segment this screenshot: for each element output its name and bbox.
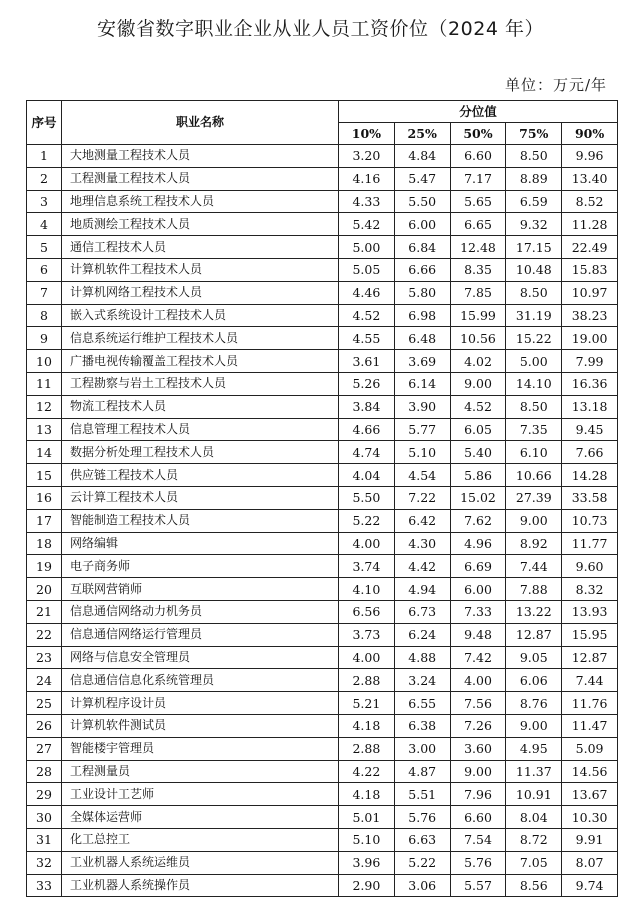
value-p10: 4.33 — [339, 190, 395, 213]
value-p25: 6.66 — [394, 258, 450, 281]
row-index: 23 — [27, 646, 62, 669]
occupation-name: 信息通信网络运行管理员 — [62, 623, 339, 646]
value-p75: 8.89 — [506, 167, 562, 190]
header-p50: 50% — [450, 123, 506, 145]
row-index: 26 — [27, 714, 62, 737]
occupation-name: 地质测绘工程技术人员 — [62, 213, 339, 236]
row-index: 6 — [27, 258, 62, 281]
value-p90: 13.18 — [562, 395, 618, 418]
table-row — [27, 418, 618, 441]
row-index: 28 — [27, 760, 62, 783]
value-p10: 2.88 — [339, 737, 395, 760]
table-row — [27, 760, 618, 783]
value-p90: 7.66 — [562, 441, 618, 464]
occupation-name: 计算机软件工程技术人员 — [62, 258, 339, 281]
value-p50: 12.48 — [450, 236, 506, 259]
value-p75: 10.91 — [506, 783, 562, 806]
table-row — [27, 623, 618, 646]
value-p90: 33.58 — [562, 486, 618, 509]
occupation-name: 计算机软件测试员 — [62, 714, 339, 737]
value-p50: 7.54 — [450, 828, 506, 851]
value-p50: 9.00 — [450, 372, 506, 395]
table-row — [27, 486, 618, 509]
occupation-name: 工程测量工程技术人员 — [62, 167, 339, 190]
value-p25: 5.80 — [394, 281, 450, 304]
value-p50: 7.17 — [450, 167, 506, 190]
table-row — [27, 669, 618, 692]
row-index: 20 — [27, 578, 62, 601]
row-index: 18 — [27, 532, 62, 555]
value-p75: 27.39 — [506, 486, 562, 509]
value-p10: 4.04 — [339, 464, 395, 487]
value-p10: 4.00 — [339, 646, 395, 669]
table-row — [27, 350, 618, 373]
occupation-name: 网络与信息安全管理员 — [62, 646, 339, 669]
row-index: 2 — [27, 167, 62, 190]
value-p10: 3.96 — [339, 851, 395, 874]
value-p10: 2.90 — [339, 874, 395, 897]
value-p75: 15.22 — [506, 327, 562, 350]
value-p10: 3.61 — [339, 350, 395, 373]
value-p25: 5.51 — [394, 783, 450, 806]
value-p10: 5.05 — [339, 258, 395, 281]
value-p10: 2.88 — [339, 669, 395, 692]
value-p90: 14.56 — [562, 760, 618, 783]
value-p25: 3.24 — [394, 669, 450, 692]
table-row — [27, 555, 618, 578]
value-p10: 5.10 — [339, 828, 395, 851]
value-p90: 38.23 — [562, 304, 618, 327]
value-p10: 3.73 — [339, 623, 395, 646]
table-row — [27, 145, 618, 168]
value-p10: 3.74 — [339, 555, 395, 578]
value-p50: 7.26 — [450, 714, 506, 737]
value-p90: 12.87 — [562, 646, 618, 669]
value-p90: 8.52 — [562, 190, 618, 213]
row-index: 25 — [27, 692, 62, 715]
value-p50: 5.76 — [450, 851, 506, 874]
value-p25: 6.63 — [394, 828, 450, 851]
value-p10: 4.52 — [339, 304, 395, 327]
row-index: 11 — [27, 372, 62, 395]
table-row — [27, 737, 618, 760]
value-p90: 22.49 — [562, 236, 618, 259]
table-row — [27, 714, 618, 737]
value-p25: 6.98 — [394, 304, 450, 327]
value-p75: 10.66 — [506, 464, 562, 487]
value-p25: 5.50 — [394, 190, 450, 213]
value-p75: 6.59 — [506, 190, 562, 213]
row-index: 21 — [27, 600, 62, 623]
table-row — [27, 441, 618, 464]
value-p25: 6.14 — [394, 372, 450, 395]
header-p90: 90% — [562, 123, 618, 145]
table-row — [27, 532, 618, 555]
value-p90: 8.32 — [562, 578, 618, 601]
value-p90: 5.09 — [562, 737, 618, 760]
value-p50: 4.96 — [450, 532, 506, 555]
value-p50: 7.56 — [450, 692, 506, 715]
value-p10: 6.56 — [339, 600, 395, 623]
value-p75: 14.10 — [506, 372, 562, 395]
table-row — [27, 372, 618, 395]
value-p25: 6.55 — [394, 692, 450, 715]
value-p50: 6.05 — [450, 418, 506, 441]
value-p50: 7.62 — [450, 509, 506, 532]
table-row — [27, 851, 618, 874]
value-p25: 5.77 — [394, 418, 450, 441]
value-p25: 3.06 — [394, 874, 450, 897]
value-p10: 5.22 — [339, 509, 395, 532]
value-p90: 9.91 — [562, 828, 618, 851]
value-p50: 6.60 — [450, 806, 506, 829]
table-row — [27, 167, 618, 190]
occupation-name: 全媒体运营师 — [62, 806, 339, 829]
value-p75: 9.05 — [506, 646, 562, 669]
row-index: 17 — [27, 509, 62, 532]
value-p90: 13.67 — [562, 783, 618, 806]
value-p75: 7.35 — [506, 418, 562, 441]
occupation-name: 信息通信信息化系统管理员 — [62, 669, 339, 692]
header-percentile-group: 分位值 — [339, 101, 618, 123]
value-p90: 10.73 — [562, 509, 618, 532]
value-p75: 12.87 — [506, 623, 562, 646]
occupation-name: 智能制造工程技术人员 — [62, 509, 339, 532]
occupation-name: 信息通信网络动力机务员 — [62, 600, 339, 623]
header-index: 序号 — [27, 101, 62, 145]
value-p75: 4.95 — [506, 737, 562, 760]
value-p75: 6.06 — [506, 669, 562, 692]
value-p25: 6.24 — [394, 623, 450, 646]
value-p75: 8.56 — [506, 874, 562, 897]
value-p90: 9.45 — [562, 418, 618, 441]
occupation-name: 化工总控工 — [62, 828, 339, 851]
value-p50: 4.00 — [450, 669, 506, 692]
value-p50: 9.48 — [450, 623, 506, 646]
value-p10: 4.66 — [339, 418, 395, 441]
header-p75: 75% — [506, 123, 562, 145]
occupation-name: 网络编辑 — [62, 532, 339, 555]
table-row — [27, 600, 618, 623]
occupation-name: 工业机器人系统操作员 — [62, 874, 339, 897]
row-index: 13 — [27, 418, 62, 441]
value-p25: 4.54 — [394, 464, 450, 487]
table-row — [27, 327, 618, 350]
table-row — [27, 281, 618, 304]
value-p10: 4.18 — [339, 783, 395, 806]
row-index: 16 — [27, 486, 62, 509]
value-p50: 15.99 — [450, 304, 506, 327]
value-p25: 6.38 — [394, 714, 450, 737]
value-p50: 6.65 — [450, 213, 506, 236]
row-index: 4 — [27, 213, 62, 236]
occupation-name: 智能楼宇管理员 — [62, 737, 339, 760]
value-p25: 6.84 — [394, 236, 450, 259]
occupation-name: 计算机程序设计员 — [62, 692, 339, 715]
row-index: 14 — [27, 441, 62, 464]
value-p10: 3.20 — [339, 145, 395, 168]
value-p10: 3.84 — [339, 395, 395, 418]
value-p25: 4.84 — [394, 145, 450, 168]
unit-label: 单位：万元/年 — [504, 76, 607, 94]
value-p50: 5.57 — [450, 874, 506, 897]
value-p90: 11.28 — [562, 213, 618, 236]
row-index: 8 — [27, 304, 62, 327]
occupation-name: 云计算工程技术人员 — [62, 486, 339, 509]
value-p90: 11.76 — [562, 692, 618, 715]
value-p25: 5.10 — [394, 441, 450, 464]
value-p90: 7.99 — [562, 350, 618, 373]
value-p75: 7.88 — [506, 578, 562, 601]
row-index: 3 — [27, 190, 62, 213]
header-p25: 25% — [394, 123, 450, 145]
row-index: 9 — [27, 327, 62, 350]
row-index: 1 — [27, 145, 62, 168]
value-p75: 7.44 — [506, 555, 562, 578]
value-p75: 6.10 — [506, 441, 562, 464]
value-p90: 10.30 — [562, 806, 618, 829]
header-p10: 10% — [339, 123, 395, 145]
value-p90: 8.07 — [562, 851, 618, 874]
page-title: 安徽省数字职业企业从业人员工资价位（2024 年） — [97, 18, 544, 40]
table-body — [27, 145, 618, 897]
value-p75: 7.05 — [506, 851, 562, 874]
value-p10: 5.21 — [339, 692, 395, 715]
value-p75: 10.48 — [506, 258, 562, 281]
value-p50: 7.96 — [450, 783, 506, 806]
occupation-name: 信息系统运行维护工程技术人员 — [62, 327, 339, 350]
value-p50: 5.40 — [450, 441, 506, 464]
value-p50: 6.60 — [450, 145, 506, 168]
occupation-name: 工程测量员 — [62, 760, 339, 783]
value-p75: 8.72 — [506, 828, 562, 851]
value-p25: 4.87 — [394, 760, 450, 783]
value-p10: 5.50 — [339, 486, 395, 509]
value-p25: 4.88 — [394, 646, 450, 669]
value-p10: 4.22 — [339, 760, 395, 783]
value-p10: 5.42 — [339, 213, 395, 236]
occupation-name: 嵌入式系统设计工程技术人员 — [62, 304, 339, 327]
occupation-name: 地理信息系统工程技术人员 — [62, 190, 339, 213]
value-p75: 13.22 — [506, 600, 562, 623]
value-p75: 9.32 — [506, 213, 562, 236]
table-row — [27, 828, 618, 851]
header-name: 职业名称 — [62, 101, 339, 145]
row-index: 33 — [27, 874, 62, 897]
table-row — [27, 646, 618, 669]
table-row — [27, 395, 618, 418]
value-p25: 6.42 — [394, 509, 450, 532]
row-index: 15 — [27, 464, 62, 487]
value-p50: 7.85 — [450, 281, 506, 304]
value-p90: 9.74 — [562, 874, 618, 897]
value-p50: 15.02 — [450, 486, 506, 509]
row-index: 27 — [27, 737, 62, 760]
value-p90: 10.97 — [562, 281, 618, 304]
value-p50: 5.65 — [450, 190, 506, 213]
occupation-name: 工业机器人系统运维员 — [62, 851, 339, 874]
table-row — [27, 806, 618, 829]
value-p75: 9.00 — [506, 509, 562, 532]
value-p25: 5.22 — [394, 851, 450, 874]
occupation-name: 通信工程技术人员 — [62, 236, 339, 259]
value-p75: 5.00 — [506, 350, 562, 373]
value-p10: 5.00 — [339, 236, 395, 259]
occupation-name: 计算机网络工程技术人员 — [62, 281, 339, 304]
value-p25: 5.47 — [394, 167, 450, 190]
value-p75: 8.76 — [506, 692, 562, 715]
value-p25: 4.42 — [394, 555, 450, 578]
value-p75: 17.15 — [506, 236, 562, 259]
value-p25: 6.00 — [394, 213, 450, 236]
value-p90: 11.47 — [562, 714, 618, 737]
row-index: 29 — [27, 783, 62, 806]
value-p75: 8.50 — [506, 281, 562, 304]
value-p90: 15.83 — [562, 258, 618, 281]
row-index: 30 — [27, 806, 62, 829]
value-p50: 7.33 — [450, 600, 506, 623]
row-index: 32 — [27, 851, 62, 874]
value-p25: 6.73 — [394, 600, 450, 623]
value-p50: 3.60 — [450, 737, 506, 760]
table-row — [27, 304, 618, 327]
value-p75: 8.04 — [506, 806, 562, 829]
value-p25: 4.94 — [394, 578, 450, 601]
value-p25: 3.00 — [394, 737, 450, 760]
value-p50: 9.00 — [450, 760, 506, 783]
row-index: 12 — [27, 395, 62, 418]
table-row — [27, 692, 618, 715]
value-p75: 31.19 — [506, 304, 562, 327]
value-p25: 3.90 — [394, 395, 450, 418]
row-index: 7 — [27, 281, 62, 304]
value-p50: 6.00 — [450, 578, 506, 601]
value-p90: 14.28 — [562, 464, 618, 487]
table-row — [27, 509, 618, 532]
row-index: 22 — [27, 623, 62, 646]
row-index: 24 — [27, 669, 62, 692]
value-p25: 5.76 — [394, 806, 450, 829]
table-row — [27, 213, 618, 236]
value-p10: 4.18 — [339, 714, 395, 737]
wage-table — [26, 100, 618, 897]
value-p25: 6.48 — [394, 327, 450, 350]
occupation-name: 大地测量工程技术人员 — [62, 145, 339, 168]
value-p75: 9.00 — [506, 714, 562, 737]
table-row — [27, 190, 618, 213]
table-row — [27, 464, 618, 487]
row-index: 5 — [27, 236, 62, 259]
value-p10: 4.46 — [339, 281, 395, 304]
value-p90: 15.95 — [562, 623, 618, 646]
table-row — [27, 874, 618, 897]
value-p90: 19.00 — [562, 327, 618, 350]
occupation-name: 工程勘察与岩土工程技术人员 — [62, 372, 339, 395]
occupation-name: 供应链工程技术人员 — [62, 464, 339, 487]
value-p90: 13.93 — [562, 600, 618, 623]
value-p25: 4.30 — [394, 532, 450, 555]
table-row — [27, 578, 618, 601]
table-row — [27, 258, 618, 281]
value-p50: 4.52 — [450, 395, 506, 418]
occupation-name: 互联网营销师 — [62, 578, 339, 601]
value-p90: 13.40 — [562, 167, 618, 190]
table-row — [27, 236, 618, 259]
value-p10: 5.26 — [339, 372, 395, 395]
value-p50: 6.69 — [450, 555, 506, 578]
value-p25: 3.69 — [394, 350, 450, 373]
value-p25: 7.22 — [394, 486, 450, 509]
value-p50: 7.42 — [450, 646, 506, 669]
value-p90: 11.77 — [562, 532, 618, 555]
value-p90: 16.36 — [562, 372, 618, 395]
value-p50: 8.35 — [450, 258, 506, 281]
row-index: 31 — [27, 828, 62, 851]
table-row — [27, 783, 618, 806]
occupation-name: 数据分析处理工程技术人员 — [62, 441, 339, 464]
row-index: 19 — [27, 555, 62, 578]
value-p50: 5.86 — [450, 464, 506, 487]
occupation-name: 物流工程技术人员 — [62, 395, 339, 418]
value-p10: 4.74 — [339, 441, 395, 464]
occupation-name: 广播电视传输覆盖工程技术人员 — [62, 350, 339, 373]
value-p75: 8.50 — [506, 145, 562, 168]
value-p90: 9.60 — [562, 555, 618, 578]
occupation-name: 工业设计工艺师 — [62, 783, 339, 806]
value-p10: 4.55 — [339, 327, 395, 350]
value-p75: 8.92 — [506, 532, 562, 555]
value-p10: 5.01 — [339, 806, 395, 829]
occupation-name: 电子商务师 — [62, 555, 339, 578]
occupation-name: 信息管理工程技术人员 — [62, 418, 339, 441]
value-p75: 8.50 — [506, 395, 562, 418]
value-p90: 7.44 — [562, 669, 618, 692]
value-p10: 4.10 — [339, 578, 395, 601]
value-p90: 9.96 — [562, 145, 618, 168]
value-p10: 4.00 — [339, 532, 395, 555]
value-p10: 4.16 — [339, 167, 395, 190]
row-index: 10 — [27, 350, 62, 373]
value-p50: 4.02 — [450, 350, 506, 373]
value-p75: 11.37 — [506, 760, 562, 783]
value-p50: 10.56 — [450, 327, 506, 350]
